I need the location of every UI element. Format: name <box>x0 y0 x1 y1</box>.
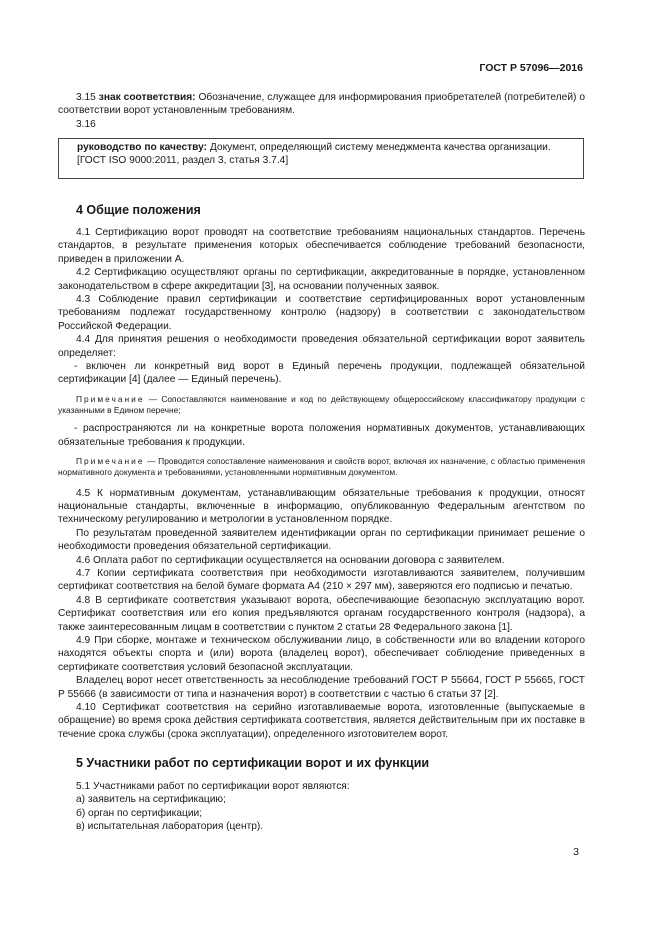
list-item: б) орган по сертификации; <box>76 807 203 819</box>
term-definition: Обозначение, служащее для информирования приобретателей (потребителей) о соответствии ворот установленным требованиям. <box>58 92 585 117</box>
page-number: 3 <box>573 846 579 858</box>
section-4-heading: 4 Общие положения <box>76 203 201 217</box>
document-code-header: ГОСТ Р 57096—2016 <box>479 62 583 74</box>
clause-4-1: 4.1 Сертификацию ворот проводят на соответствие требованиям национальных стандартов. Перечень стандартов, в результате применения которых обеспечивается соблюдение требований безопасности, приведен в приложении А. <box>58 227 585 265</box>
clause-4-4-item-2: - распространяются ли на конкретные ворота положения нормативных документов, устанавливающих обязательные требования к продукции. <box>58 423 585 448</box>
clause-4-7: 4.7 Копии сертификата соответствия при необходимости изготавливаются заявителем, получившим сертификат соответствия на белой бумаге формата А4 (210 × 297 мм), заверяются его подписью и печатью. <box>58 567 585 593</box>
clause-4-4-item-1: - включен ли конкретный вид ворот в Единый перечень продукции, подлежащей обязательной сертификации [4] (далее — Единый перечень). <box>58 361 585 386</box>
term-definition: Документ, определяющий систему менеджмента качества организации. <box>207 142 551 153</box>
note-2 <box>58 456 585 478</box>
clause-4-8: 4.8 В сертификате соответствия указывают ворота, обеспечивающие безопасную эксплуатацию ворот. Сертификат соответствия или его копия предъявляются органам государственного контроля (надзора), а также заинтересованным лицам в соответствии с пунктом 2 статьи 28 Федерального закона [1]. <box>58 594 585 633</box>
term-reference: [ГОСТ ISO 9000:2011, раздел 3, статья 3.7.4] <box>77 155 289 167</box>
clause-5-1: 5.1 Участниками работ по сертификации ворот являются: <box>76 781 350 792</box>
term-3-15 <box>58 91 585 131</box>
term-name: знак соответствия: <box>98 92 196 103</box>
section-5-heading: 5 Участники работ по сертификации ворот и их функции <box>76 756 430 770</box>
term-number: 3.15 <box>76 92 96 103</box>
term-number-3-16: 3.16 <box>76 118 96 130</box>
term-name: руководство по качеству: <box>77 142 208 153</box>
note-text: — Проводится сопоставление наименования и свойств ворот, включая их назначение, с областью применения нормативного документа и требованиями, установленными нормативным документом. <box>58 456 585 478</box>
clause-4-10: 4.10 Сертификат соответствия на серийно изготавливаемые ворота, изготовленные (выпускаемые в обращение) во время срока действия сертификата соответствия, является действительным при их поставке в течение срока службы (срока эксплуатации), определенного изготовителем ворот. <box>58 702 585 740</box>
note-text: — Сопоставляются наименование и код по действующему общероссийскому классификатору продукции с указанными в Едином перечне; <box>58 393 585 416</box>
note-label: Примечание <box>76 456 145 467</box>
clause-4-9: 4.9 При сборке, монтаже и техническом обслуживании лицо, в собственности или во владении которого находятся объекты спорта и (или) ворота (владелец ворот), обеспечивает соблюдение приведенных в сертификате соответствия условий безопасной эксплуатации. <box>58 634 585 673</box>
clause-4-5: 4.5 К нормативным документам, устанавливающим обязательные требования к продукции, относят национальные стандарты, включенные в информацию, опубликованную Федеральным агентством по техническому регулированию и метрологии в установленном порядке. <box>58 487 585 526</box>
clause-4-6: 4.6 Оплата работ по сертификации осуществляется на основании договора с заявителем. <box>76 554 505 566</box>
clause-4-3: 4.3 Соблюдение правил сертификации и соответствие сертифицированных ворот установленным требованиям подлежат государственному контролю (надзору) в соответствии с законодательством Российской Федерации. <box>58 294 585 332</box>
clause-4-9-paragraph-2: Владелец ворот несет ответственность за несоблюдение требований ГОСТ Р 55664, ГОСТ Р 55665, ГОСТ Р 55666 (в зависимости от типа и назначения ворот) в соответствии с частью 6 статьи 37 [2]. <box>58 675 585 700</box>
list-item: а) заявитель на сертификацию; <box>76 794 226 806</box>
section-4-body <box>58 226 585 741</box>
note-label: Примечание <box>76 393 145 404</box>
clause-4-5-paragraph-2: По результатам проведенной заявителем идентификации орган по сертификации принимает решение о необходимости проведения обязательной сертификации. <box>58 527 585 553</box>
list-item: в) испытательная лаборатория (центр). <box>76 821 264 833</box>
section-5-body <box>58 780 585 834</box>
note-1 <box>58 394 585 416</box>
clause-4-4: 4.4 Для принятия решения о необходимости проведения обязательной сертификации ворот заявитель определяет: <box>58 334 585 359</box>
term-3-16-box <box>58 138 584 179</box>
clause-4-2: 4.2 Сертификацию осуществляют органы по сертификации, аккредитованные в порядке, установленном законодательством в сфере аккредитации [3], на основании полученных заявок. <box>58 267 585 292</box>
